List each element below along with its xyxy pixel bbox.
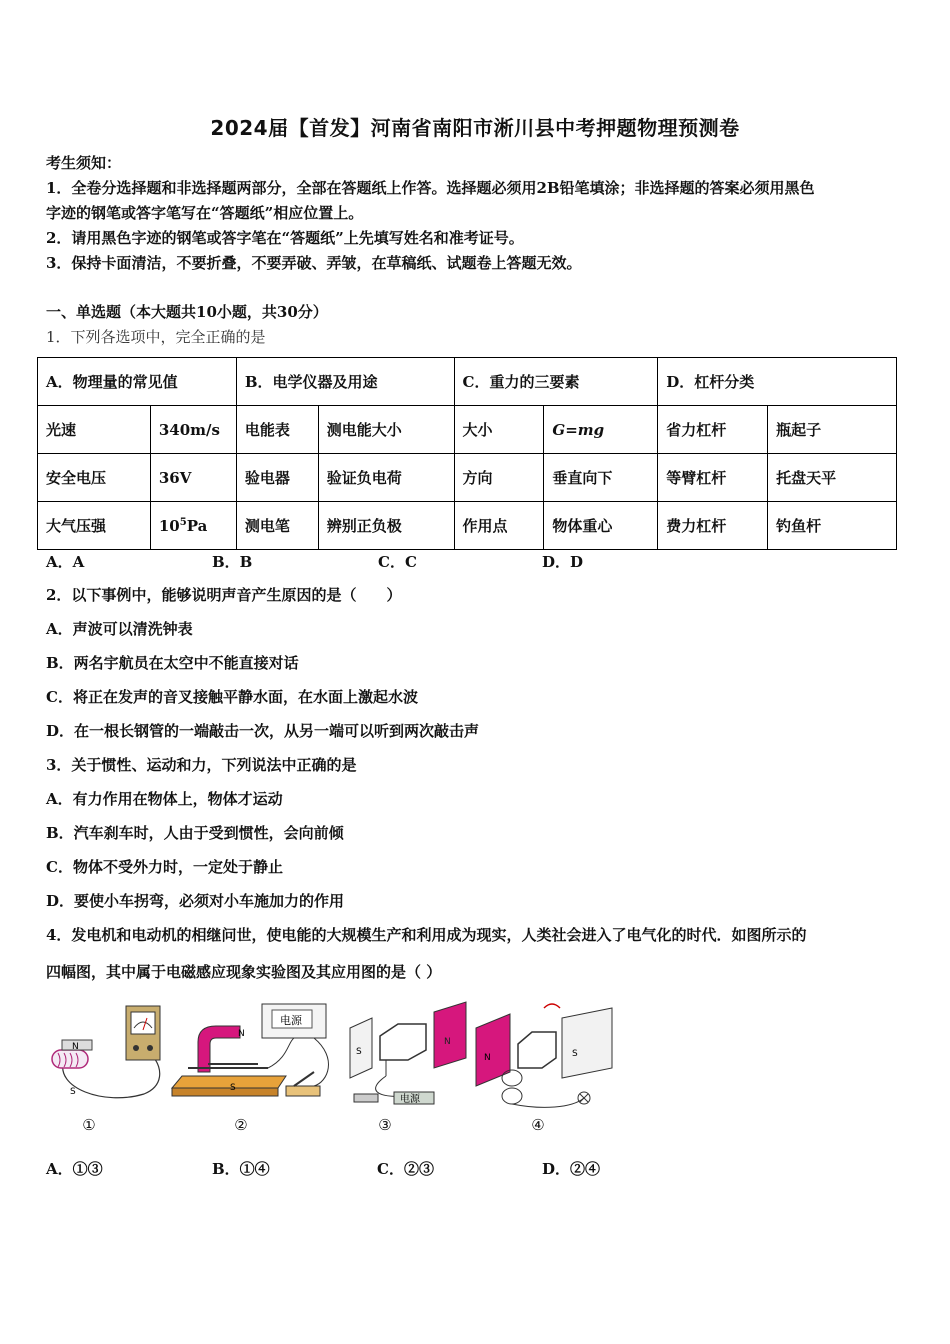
option-b[interactable]: B．汽车刹车时，人由于受到惯性，会向前倾 — [46, 824, 344, 842]
power-label: 电源 — [400, 1094, 420, 1105]
notice-item: 1．全卷分选择题和非选择题两部分，全部在答题纸上作答。选择题必须用2B铅笔填涂；非选择题的答案必须用黑色 — [46, 179, 815, 197]
table-cell: 方向 — [454, 454, 544, 502]
table-cell: 电能表 — [236, 406, 318, 454]
option-c[interactable]: C．物体不受外力时，一定处于静止 — [46, 858, 283, 876]
q4-stem: 4．发电机和电动机的相继问世，使电能的大规模生产和利用成为现实，人类社会进入了电气化的时代．如图所示的 — [46, 926, 807, 944]
notice-item: 3．保持卡面清洁，不要折叠，不要弄破、弄皱，在草稿纸、试题卷上答题无效。 — [46, 254, 582, 272]
option-c[interactable]: C．②③ — [377, 1160, 434, 1178]
label-s: S — [230, 1083, 236, 1093]
option-a[interactable]: A．A — [46, 553, 85, 571]
figure-label: ④ — [531, 1116, 545, 1134]
notice-heading: 考生须知： — [46, 154, 122, 172]
label-n: N — [484, 1053, 491, 1063]
table-header-row — [38, 358, 897, 406]
figure-4-dynamo — [472, 998, 616, 1114]
pressure-exponent: 5 — [179, 516, 187, 528]
notice-item: 2．请用黑色字迹的钢笔或答字笔在“答题纸”上先填写姓名和准考证号。 — [46, 229, 524, 247]
q1-stem: 1．下列各选项中，完全正确的是 — [46, 328, 266, 346]
label-n: N — [444, 1037, 451, 1047]
table-row — [38, 406, 897, 454]
table-cell: 安全电压 — [38, 454, 151, 502]
option-c[interactable]: C．C — [378, 553, 417, 571]
option-b[interactable]: B．两名宇航员在太空中不能直接对话 — [46, 654, 299, 672]
figure-1-induction-coil — [44, 998, 166, 1108]
option-d[interactable]: D．要使小车拐弯，必须对小车施加力的作用 — [46, 892, 345, 910]
q2-stem: 2．以下事例中，能够说明声音产生原因的是（ ） — [46, 586, 402, 604]
figure-3-generator — [346, 998, 470, 1108]
option-b[interactable]: B．①④ — [212, 1160, 270, 1178]
table-cell: 36V — [150, 454, 236, 502]
table-row — [38, 502, 897, 550]
option-a[interactable]: A．有力作用在物体上，物体才运动 — [46, 790, 283, 808]
table-cell — [150, 502, 236, 550]
table-cell: 测电能大小 — [318, 406, 454, 454]
table-cell: 等臂杠杆 — [658, 454, 768, 502]
table-header-cell: C．重力的三要素 — [454, 358, 658, 406]
table-cell: 验证负电荷 — [318, 454, 454, 502]
table-cell: 费力杠杆 — [658, 502, 768, 550]
table-cell: 测电笔 — [236, 502, 318, 550]
figure-label: ① — [82, 1116, 96, 1134]
label-n: N — [238, 1029, 245, 1039]
label-n: N — [72, 1042, 79, 1052]
option-c[interactable]: C．将正在发声的音叉接触平静水面，在水面上激起水波 — [46, 688, 418, 706]
option-a[interactable]: A．声波可以清洗钟表 — [46, 620, 193, 638]
option-a[interactable]: A．①③ — [46, 1160, 103, 1178]
table-cell: 大气压强 — [38, 502, 151, 550]
label-s: S — [356, 1047, 362, 1057]
table-header-cell: D．杠杆分类 — [658, 358, 897, 406]
table-cell: 验电器 — [236, 454, 318, 502]
figure-2-motor — [168, 998, 348, 1108]
table-cell: 物体重心 — [544, 502, 658, 550]
table-cell: 省力杠杆 — [658, 406, 768, 454]
figure-label: ② — [234, 1116, 248, 1134]
q3-stem: 3．关于惯性、运动和力，下列说法中正确的是 — [46, 756, 357, 774]
table-cell: 瓶起子 — [768, 406, 897, 454]
q1-table — [37, 357, 897, 550]
table-header-cell: A．物理量的常见值 — [38, 358, 237, 406]
option-b[interactable]: B．B — [212, 553, 253, 571]
table-cell: 托盘天平 — [768, 454, 897, 502]
table-cell: 340m/s — [150, 406, 236, 454]
table-row — [38, 454, 897, 502]
pressure-base: 10 — [158, 516, 180, 535]
notice-item: 字迹的钢笔或答字笔写在“答题纸”相应位置上。 — [46, 204, 364, 222]
table-cell: 大小 — [454, 406, 544, 454]
figure-label: ③ — [378, 1116, 392, 1134]
table-cell: 垂直向下 — [544, 454, 658, 502]
page-title: 2024届【首发】河南省南阳市淅川县中考押题物理预测卷 — [210, 116, 740, 140]
table-cell: G=mg — [544, 406, 658, 454]
power-label: 电源 — [280, 1014, 302, 1027]
option-d[interactable]: D．②④ — [542, 1160, 601, 1178]
label-s: S — [70, 1087, 76, 1097]
table-cell: 光速 — [38, 406, 151, 454]
pressure-unit: Pa — [186, 516, 208, 535]
table-cell: 钓鱼杆 — [768, 502, 897, 550]
option-d[interactable]: D．在一根长钢管的一端敲击一次，从另一端可以听到两次敲击声 — [46, 722, 480, 740]
label-s: S — [572, 1049, 578, 1059]
q4-stem: 四幅图，其中属于电磁感应现象实验图及其应用图的是（ ） — [46, 963, 442, 981]
table-cell: 辨别正负极 — [318, 502, 454, 550]
section-heading: 一、单选题（本大题共10小题，共30分） — [46, 303, 328, 321]
table-header-cell: B．电学仪器及用途 — [236, 358, 454, 406]
table-cell: 作用点 — [454, 502, 544, 550]
option-d[interactable]: D．D — [542, 553, 584, 571]
